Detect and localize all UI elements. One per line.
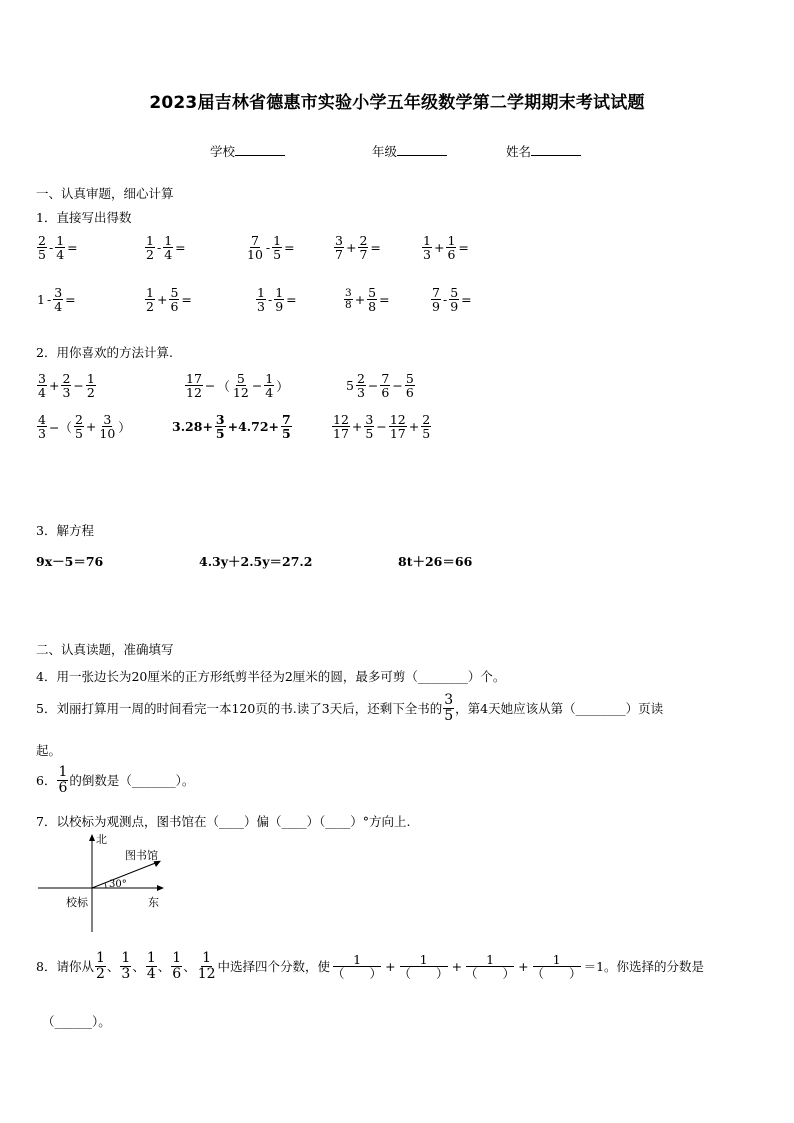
fraction: $\frac{1}{5}$	[273, 233, 282, 263]
q8-answer[interactable]: （______）。	[42, 1014, 111, 1029]
q2-expr-5: 3.28+ $\frac{3}{5}$ +4.72+ $\frac{7}{5}$	[172, 412, 291, 442]
fraction: 1 3	[423, 233, 431, 263]
north-label: 北	[96, 833, 107, 846]
q2-expr-3: 5 2 3 − $\frac{7}{6}$ − $\frac{5}{6}$	[346, 371, 414, 401]
school-field[interactable]: 学校	[210, 142, 285, 160]
q1-expression: 1 2 + $\frac{5}{6}$ =	[146, 285, 192, 315]
origin-label: 校标	[66, 896, 88, 909]
q3-eq-1: 9x－5＝76	[36, 554, 104, 569]
q1-expression: 2 5 - $\frac{1}{4}$ =	[38, 233, 78, 263]
q3-eq-2: 4.3y＋2.5y＝27.2	[199, 554, 313, 569]
section-1-heading: 一、认真审题，细心计算	[36, 186, 174, 201]
fraction: 3 7	[335, 233, 343, 263]
q3-eq-3: 8t＋26＝66	[398, 554, 473, 569]
grade-field[interactable]: 年级	[372, 142, 447, 160]
fraction: 2 5	[38, 233, 46, 263]
q1-expression: 1 3 + $\frac{1}{6}$ =	[423, 233, 469, 263]
north-arrowhead	[89, 834, 95, 841]
fraction: 7 10	[247, 233, 263, 263]
library-label: 图书馆	[125, 849, 158, 862]
section-2-heading: 二、认真读题，准确填写	[36, 642, 174, 657]
q1-expression: 1 - $\frac{3}{4}$ =	[37, 285, 76, 315]
fraction: 3 8	[345, 287, 352, 312]
fraction: $\frac{1}{9}$	[275, 285, 284, 315]
name-field[interactable]: 姓名	[506, 142, 581, 160]
fraction: 1 2	[146, 285, 154, 315]
q4-text: 4．用一张边长为20厘米的正方形纸剪半径为2厘米的圆，最多可剪（________）个。	[36, 669, 506, 684]
direction-diagram	[36, 832, 176, 936]
fraction: 1 3	[257, 285, 265, 315]
q2-expr-2: 17 12 − （ 5 12 − $\frac{1}{4}$ ）	[186, 371, 289, 401]
east-arrowhead	[157, 885, 164, 891]
angle-label: 30°	[109, 879, 127, 890]
fraction: $\frac{5}{6}$	[170, 285, 179, 315]
q6-line: 6． 1 6 的倒数是（_______）。	[36, 764, 195, 796]
q2-expr-1: 3 4 + $\frac{2}{3}$ − $\frac{1}{2}$	[38, 371, 95, 401]
fraction: 1 2	[146, 233, 154, 263]
q8-line: 8．请你从 1 2 、 1 3 、 1 4 、 1 6 、 1 12 中选择四个分数，使 1 （ ） + 1 （ ） + 1 （ ） + 1 （ ） ＝1。你选择的分数是	[36, 950, 705, 982]
fraction: $\frac{1}{6}$	[447, 233, 456, 263]
east-label: 东	[148, 896, 159, 909]
q5-line: 5．刘丽打算用一周的时间看完一本120页的书.读了3天后，还剩下全书的 3 5 ，第4天她应该从第（________）页读	[36, 692, 664, 724]
q7-text: 7．以校标为观测点，图书馆在（____）偏（____）（____）°方向上.	[36, 814, 411, 829]
q2-expr-4: 4 3 −（ 2 5 + $\frac{3}{10}$ ）	[38, 412, 131, 442]
fraction: $\frac{5}{8}$	[368, 285, 377, 315]
q1-expression: 3 8 + $\frac{5}{8}$ =	[345, 285, 390, 315]
fraction: 7 9	[432, 285, 440, 315]
q3-label: 3．解方程	[36, 523, 94, 538]
angle-arc	[105, 883, 106, 888]
fraction: $\frac{2}{7}$	[359, 233, 368, 263]
q2-expr-6: 12 17 + $\frac{3}{5}$ − $\frac{12}{17}$ + $\frac{2}{5}$	[333, 412, 431, 442]
q1-expression: 3 7 + $\frac{2}{7}$ =	[335, 233, 381, 263]
fraction: $\frac{3}{4}$	[54, 285, 63, 315]
q1-expression: 1 3 - $\frac{1}{9}$ =	[257, 285, 297, 315]
q2-label: 2．用你喜欢的方法计算.	[36, 345, 173, 360]
page-title: 2023届吉林省德惠市实验小学五年级数学第二学期期末考试试题	[149, 93, 645, 113]
q5-continuation: 起。	[36, 743, 62, 758]
q1-label: 1．直接写出得数	[36, 210, 132, 225]
q1-expression: 7 9 - $\frac{5}{9}$ =	[432, 285, 472, 315]
fraction: $\frac{1}{4}$	[56, 233, 65, 263]
q1-expression: 1 2 - $\frac{1}{4}$ =	[146, 233, 186, 263]
fraction: $\frac{5}{9}$	[450, 285, 459, 315]
fraction: $\frac{1}{4}$	[164, 233, 173, 263]
q1-expression: 7 10 - $\frac{1}{5}$ =	[247, 233, 295, 263]
